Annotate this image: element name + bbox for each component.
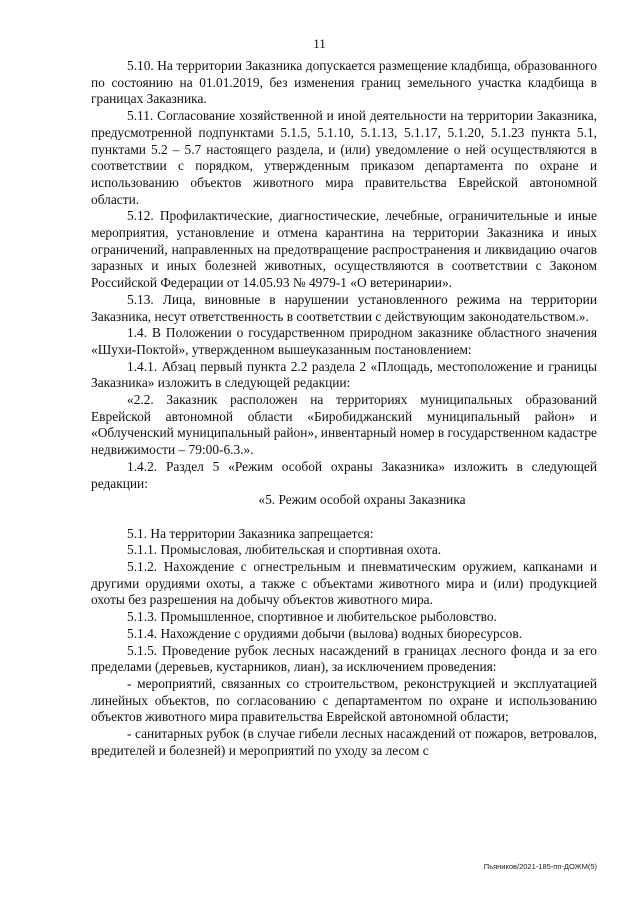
paragraph-2-2-quote: «2.2. Заказник расположен на территориях муниципальных образований Еврейской автономной области «Биробиджанский муниципальный район» и «Облученский муниципальный район», инвентарный номер в государственном кадастре недвижимости – 79:00-6.3.». xyxy=(91,392,597,458)
paragraph-5-1-3: 5.1.3. Промышленное, спортивное и любительское рыболовство. xyxy=(127,609,497,625)
paragraph-5-1-4: 5.1.4. Нахождение с орудиями добычи (вылова) водных биоресурсов. xyxy=(127,625,523,641)
list-item-linear-objects: - мероприятий, связанных со строительством, реконструкцией и эксплуатацией линейных объектов, по согласованию с департаментом по охране и использованию объектов животного мира правительства Еврейской автономной области; xyxy=(91,676,597,725)
paragraph-5-11: 5.11. Согласование хозяйственной и иной деятельности на территории Заказника, предусмотренной подпунктами 5.1.5, 5.1.10, 5.1.13, 5.1.17, 5.1.20, 5.1.23 пункта 5.1, пунктами 5.2 – 5.7 настоящего раздела, и (или) уведомление о ней осуществляются в соответствии с порядком, утвержденным приказом департамента по охране и использованию объектов животного мира правительства Еврейской автономной области. xyxy=(91,108,597,207)
paragraph-5-12: 5.12. Профилактические, диагностические, лечебные, ограничительные и иные мероприятия, установление и отмена карантина на территории Заказника и иных ограничений, направленных на предотвращение распространения и ликвидацию очагов заразных и иных болезней животных, осуществляются в соответствии с Законом Российской Федерации от 14.05.93 № 4979-1 «О ветеринарии». xyxy=(91,208,597,291)
page-number: 11 xyxy=(313,36,326,51)
list-item-sanitary-cuttings: - санитарных рубок (в случае гибели лесных насаждений от пожаров, ветровалов, вредителей и болезней) и мероприятий по уходу за лесом с xyxy=(91,726,597,758)
paragraph-1-4: 1.4. В Положении о государственном природном заказнике областного значения «Шухи-Поктой», утвержденном вышеуказанным постановлением: xyxy=(91,325,597,357)
paragraph-1-4-1: 1.4.1. Абзац первый пункта 2.2 раздела 2 «Площадь, местоположение и границы Заказника» изложить в следующей редакции: xyxy=(91,358,597,391)
document-body xyxy=(91,58,597,760)
paragraph-5-10: 5.10. На территории Заказника допускается размещение кладбища, образованного по состоянию на 01.01.2019, без изменения границ земельного участка кладбища в границах Заказника. xyxy=(91,58,597,107)
paragraph-5-1-2: 5.1.2. Нахождение с огнестрельным и пневматическим оружием, капканами и другими орудиями охоты, а также с объектами животного мира и (или) продукцией охоты без разрешения на добычу объектов животного мира. xyxy=(91,559,597,608)
footer-doc-id: Пьяников/2021-185-пп-ДОЖМ(5) xyxy=(483,862,597,871)
section-heading: «5. Режим особой охраны Заказника xyxy=(258,492,466,508)
paragraph-1-4-2: 1.4.2. Раздел 5 «Режим особой охраны Заказника» изложить в следующей редакции: xyxy=(91,458,597,491)
paragraph-5-13: 5.13. Лица, виновные в нарушении установленного режима на территории Заказника, несут ответственность в соответствии с действующим законодательством.». xyxy=(91,291,597,324)
blank-line xyxy=(91,509,597,526)
paragraph-5-1-5: 5.1.5. Проведение рубок лесных насаждений в границах лесного фонда и за его пределами (деревьев, кустарников, лиан), за исключением проведения: xyxy=(91,642,597,675)
paragraph-5-1: 5.1. На территории Заказника запрещается: xyxy=(127,525,374,541)
paragraph-5-1-1: 5.1.1. Промысловая, любительская и спортивная охота. xyxy=(127,542,442,558)
